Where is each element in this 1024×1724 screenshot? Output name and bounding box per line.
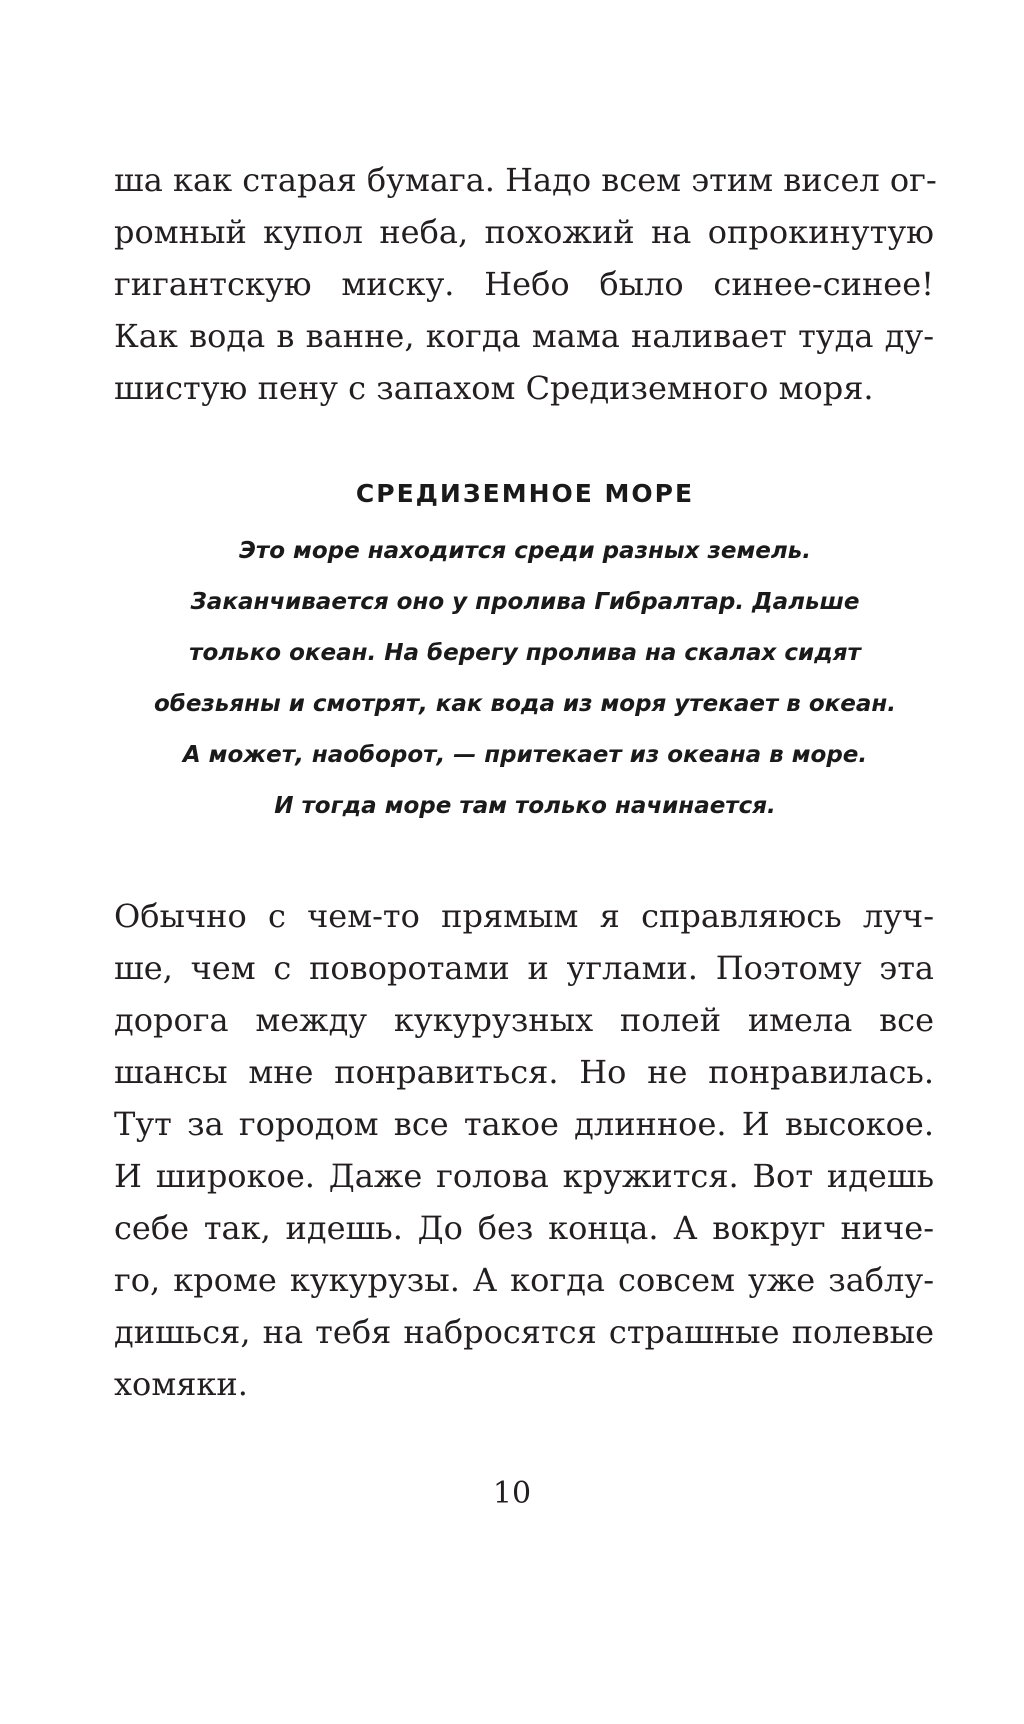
text-line: Тут за городом все такое длинное. И высокое.	[114, 1105, 934, 1143]
paragraph-top	[114, 154, 937, 414]
sidebar-line: обезьяны и смотрят, как вода из моря утекает в океан.	[153, 691, 897, 717]
text-line: ша как старая бумага. Надо всем этим висел ог-	[114, 161, 937, 199]
page-number: 10	[492, 1476, 532, 1511]
sidebar-line: только океан. На берегу пролива на скалах сидят	[189, 640, 861, 666]
sidebar-note	[90, 468, 960, 832]
text-line: Как вода в ванне, когда мама наливает туда ду-	[114, 317, 934, 355]
text-line: ше, чем с поворотами и углами. Поэтому эта	[114, 949, 934, 987]
text-line: И широкое. Даже голова кружится. Вот идешь	[114, 1157, 934, 1195]
text-line: дорога между кукурузных полей имела все	[114, 1001, 934, 1039]
text-line: Обычно с чем-то прямым я справляюсь луч-	[114, 897, 934, 935]
sidebar-line: А может, наоборот, — притекает из океана в море.	[182, 742, 868, 768]
text-line: шистую пену с запахом Средиземного моря.	[114, 369, 874, 407]
text-line: го, кроме кукурузы. А когда совсем уже заблу-	[114, 1261, 934, 1299]
text-line: хомяки.	[114, 1365, 248, 1403]
sidebar-line: И тогда море там только начинается.	[274, 793, 776, 819]
sidebar-line: Это море находится среди разных земель.	[239, 538, 811, 564]
paragraph-bottom	[114, 890, 934, 1410]
text-line: гигантскую миску. Небо было синее-синее!	[114, 265, 934, 303]
text-line: шансы мне понравиться. Но не понравилась.	[114, 1053, 934, 1091]
sidebar-heading: СРЕДИЗЕМНОЕ МОРЕ	[355, 479, 695, 508]
sidebar-line: Заканчивается оно у пролива Гибралтар. Дальше	[190, 589, 860, 615]
text-line: себе так, идешь. До без конца. А вокруг ниче-	[114, 1209, 934, 1247]
text-line: ромный купол неба, похожий на опрокинутую	[114, 213, 934, 251]
text-line: дишься, на тебя набросятся страшные полевые	[114, 1313, 934, 1351]
